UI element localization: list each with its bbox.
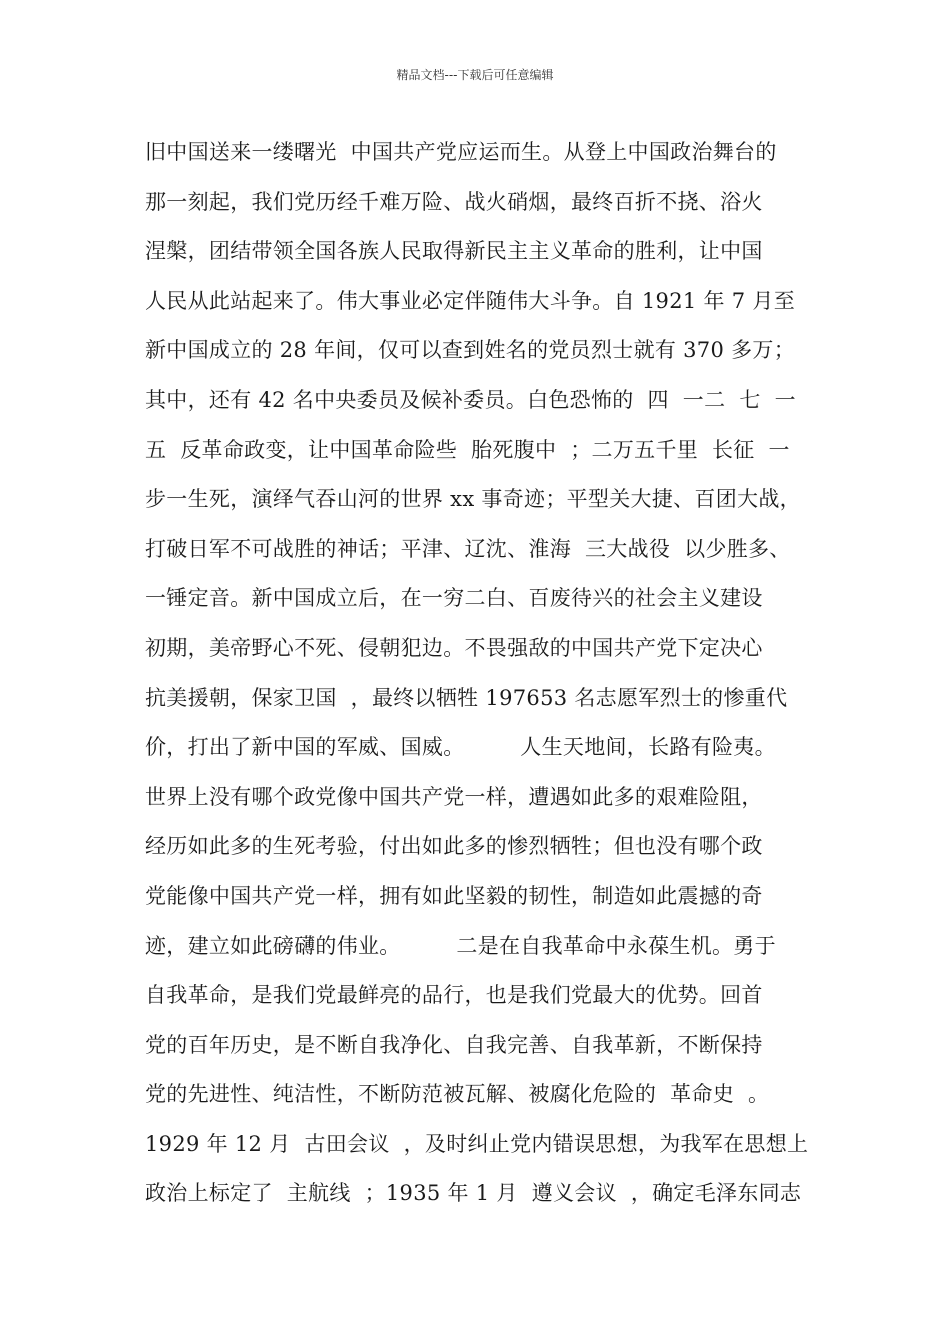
text-line: 抗美援朝，保家卫国 ，最终以牺牲 197653 名志愿军烈士的惨重代 [145,685,788,710]
text-line: 迹，建立如此磅礴的伟业。 二是在自我革命中永葆生机。勇于 [145,933,776,958]
text-line: 世界上没有哪个政党像中国共产党一样，遭遇如此多的艰难险阻， [145,784,763,809]
text-line: 打破日军不可战胜的神话；平津、辽沈、淮海 三大战役 以少胜多、 [145,536,791,561]
text-line: 价，打出了新中国的军威、国威。 人生天地间，长路有险夷。 [145,735,776,760]
text-line: 自我革命，是我们党最鲜亮的品行，也是我们党最大的优势。回首 [145,983,763,1008]
text-line: 党的先进性、纯洁性，不断防范被瓦解、被腐化危险的 革命史 。 [145,1082,770,1107]
text-line: 人民从此站起来了。伟大事业必定伴随伟大斗争。自 1921 年 7 月至 [145,288,796,313]
text-line: 初期，美帝野心不死、侵朝犯边。不畏强敌的中国共产党下定决心 [145,635,763,660]
page-header: 精品文档---下载后可任意编辑 [396,68,554,82]
text-line: 一锤定音。新中国成立后，在一穷二白、百废待兴的社会主义建设 [145,586,763,611]
text-line: 五 反革命政变，让中国革命险些 胎死腹中 ；二万五千里 长征 一 [145,437,790,462]
text-line: 那一刻起，我们党历经千难万险、战火硝烟，最终百折不挠、浴火 [145,189,763,214]
text-line: 旧中国送来一缕曙光 中国共产党应运而生。从登上中国政治舞台的 [145,140,777,164]
text-line: 1929 年 12 月 古田会议 ，及时纠止党内错误思想，为我军在思想上 [145,1131,809,1156]
text-line: 步一生死，演绎气吞山河的世界 xx 事奇迹；平型关大捷、百团大战， [145,487,801,512]
text-line: 其中，还有 42 名中央委员及候补委员。白色恐怖的 四 一二 七 一 [145,387,796,412]
text-line: 经历如此多的生死考验，付出如此多的惨烈牺牲；但也没有哪个政 [145,834,763,859]
text-line: 涅槃，团结带领全国各族人民取得新民主主义革命的胜利，让中国 [145,239,763,264]
text-line: 党的百年历史，是不断自我净化、自我完善、自我革新，不断保持 [145,1032,763,1057]
document-body [145,128,825,1219]
text-line: 党能像中国共产党一样，拥有如此坚毅的韧性，制造如此震撼的奇 [145,883,763,908]
text-line: 政治上标定了 主航线 ；1935 年 1 月 遵义会议 ，确定毛泽东同志 [145,1181,802,1206]
text-line: 新中国成立的 28 年间，仅可以查到姓名的党员烈士就有 370 多万； [145,338,796,363]
